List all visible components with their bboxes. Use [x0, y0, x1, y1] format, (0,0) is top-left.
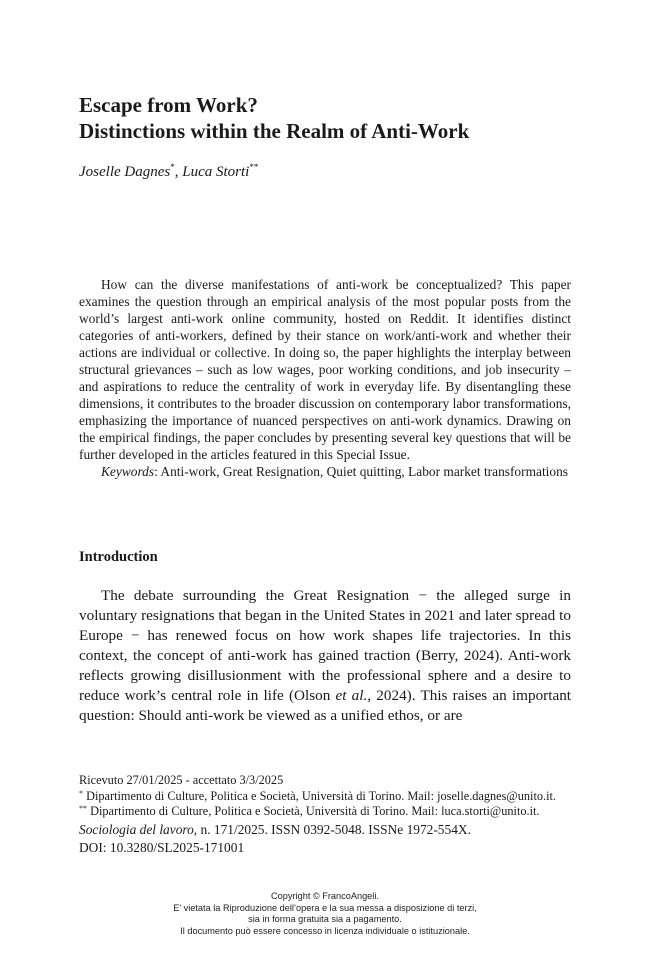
- doi: DOI: 10.3280/SL2025-171001: [79, 839, 245, 855]
- author-name: Joselle Dagnes: [79, 164, 171, 180]
- footnote-marker: **: [79, 804, 87, 813]
- footnote-marker: *: [170, 162, 175, 172]
- keywords-list: : Anti-work, Great Resignation, Quiet quitting, Labor market transformations: [154, 464, 568, 479]
- citation-et-al: et al.: [335, 687, 368, 704]
- author-list: [79, 164, 258, 181]
- journal-name: Sociologia del lavoro: [79, 821, 194, 837]
- footnote-marker: *: [79, 788, 83, 798]
- author-name: Luca Storti: [182, 164, 250, 180]
- footnote-text: Dipartimento di Culture, Politica e Società, Università di Torino. Mail: luca.storti@unito.it.: [87, 804, 540, 818]
- intro-paragraph: The debate surrounding the Great Resignation − the alleged surge in voluntary resignations that began in the United States in 2021 and later spread to Europe − has renewed focus on how work shapes life trajectories. In this context, the concept of anti-work has gained traction (Berry, 2024). Anti-work reflects growing disillusionment with the professional sphere and a desire to reduce work’s central role in life (Olson et al., 2024). This raises an important question: Should anti-work be viewed as a unified ethos, or are: [79, 587, 572, 724]
- copyright-line: sia in forma gratuita sia a pagamento.: [248, 914, 402, 924]
- journal-details: , n. 171/2025. ISSN 0392-5048. ISSNe 1972-554X.: [193, 821, 471, 837]
- footnote-1: [79, 789, 571, 805]
- footnote-marker: **: [249, 162, 259, 172]
- keywords-label: Keywords: [101, 464, 155, 479]
- copyright-line: E’ vietata la Riproduzione dell’opera e la sua messa a disposizione di terzi,: [173, 902, 477, 913]
- footnote-2: [79, 804, 571, 820]
- keywords: [79, 463, 571, 480]
- article-title: [79, 92, 469, 144]
- title-line-2: Distinctions within the Realm of Anti-Work: [79, 119, 470, 143]
- received-date: Ricevuto 27/01/2025 - accettato 3/3/2025: [79, 773, 284, 787]
- copyright-notice: [0, 891, 650, 937]
- body-text: [79, 586, 571, 726]
- copyright-line: Il documento può essere concesso in licenza individuale o istituzionale.: [180, 925, 470, 936]
- abstract-text: How can the diverse manifestations of anti-work be conceptualized? This paper examines the question through an empirical analysis of the most popular posts from the world’s largest anti-work online community, hosted on Reddit. It identifies distinct categories of anti-workers, defined by their stance on work/anti-work and whether their actions are individual or collective. In doing so, the paper highlights the interplay between structural grievances – such as low wages, poor working conditions, and job insecurity – and aspirations to reduce the centrality of work in everyday life. By disentangling these dimensions, it contributes to the broader discussion on contemporary labor transformations, emphasizing the importance of nuanced perspectives on anti-work dynamics. Drawing on the empirical findings, the paper concludes by presenting several key questions that will be further developed in the articles featured in this Special Issue.: [79, 277, 571, 462]
- title-line-1: Escape from Work?: [79, 93, 258, 117]
- journal-citation: [79, 821, 571, 838]
- footnotes: [79, 773, 571, 856]
- footnote-text: Dipartimento di Culture, Politica e Società, Università di Torino. Mail: joselle.dagnes@unito.it.: [83, 788, 556, 803]
- author-separator: ,: [174, 164, 183, 180]
- section-heading: Introduction: [79, 549, 158, 565]
- abstract: [79, 276, 571, 480]
- copyright-line: Copyright © FrancoAngeli.: [271, 891, 379, 901]
